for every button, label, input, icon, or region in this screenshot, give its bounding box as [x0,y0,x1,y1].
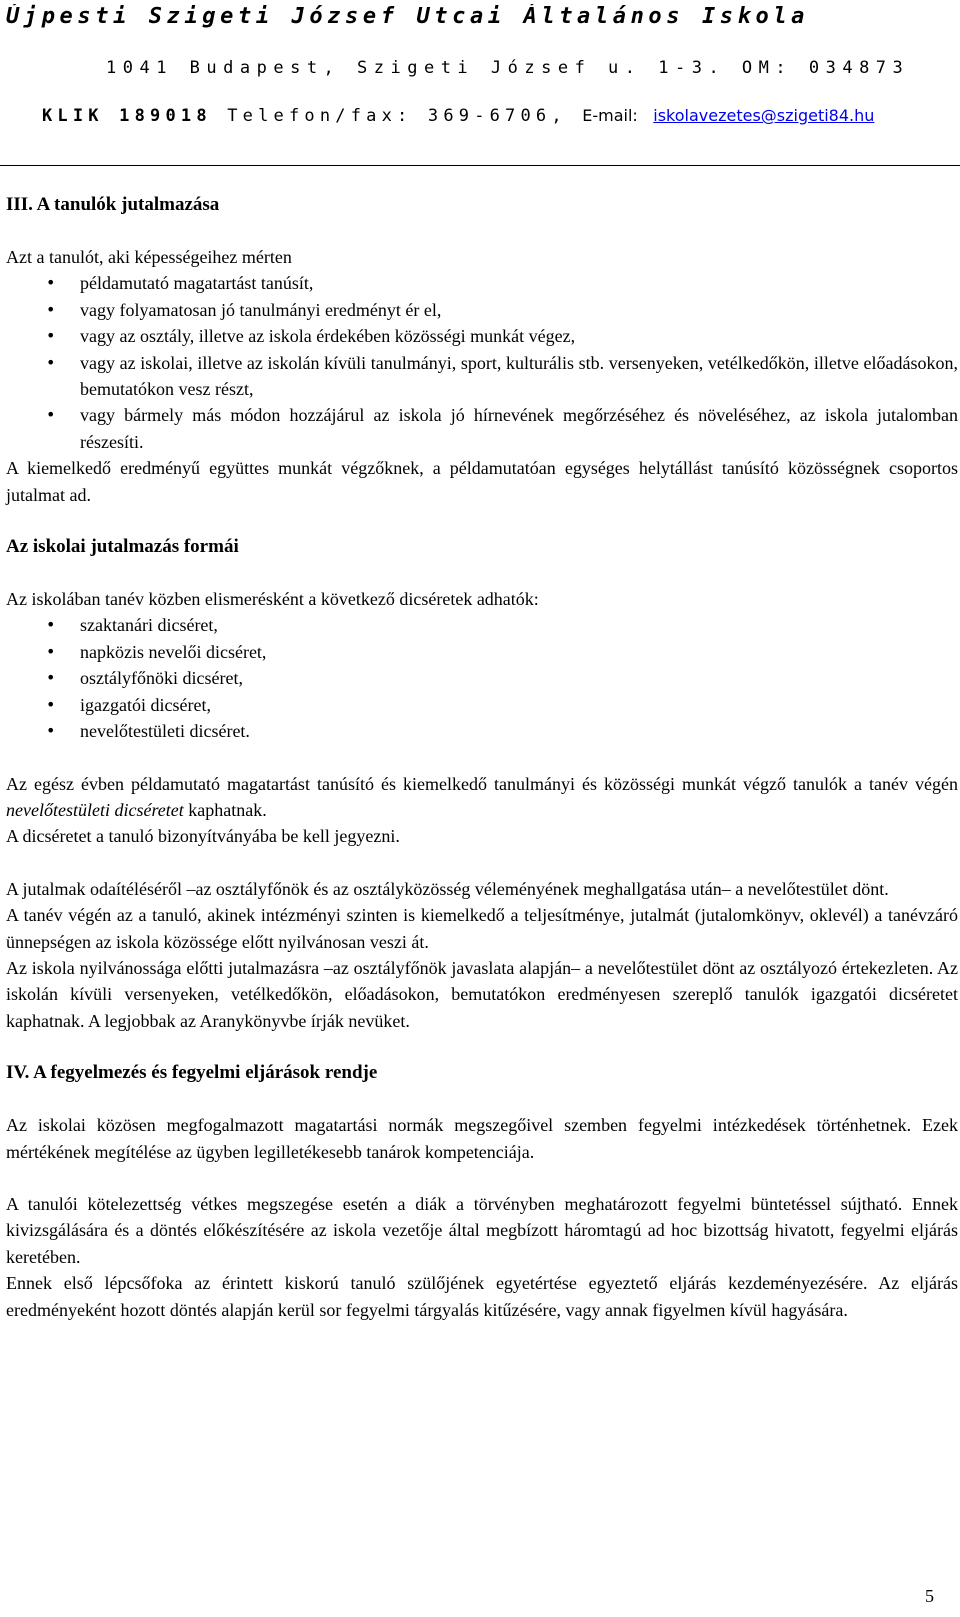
reward-forms-intro: Az iskolában tanév közben elismerésként a következő dicséretek adhatók: [6,589,539,610]
group-reward-paragraph: A kiemelkedő eredményű együttes munkát végzőknek, a példamutatóan egységes helytállást tanúsító közösségnek csoportos jutalmat ad. [6,458,958,505]
list-item: • napközis nevelői dicséret, [6,639,958,665]
report-card-paragraph: A dicséretet a tanuló bizonyítványába be kell jegyezni. [6,826,400,847]
staff-praise-text-end: kaphatnak. [183,799,267,820]
year-end-reward-paragraph: A tanév végén az a tanuló, akinek intézményi szinten is kiemelkedő a teljesítménye, jutalmát (jutalomkönyv, oklevél) a tanévzáró ünnepségen az iskola közössége előtt nyilvánosan veszi át. [6,905,958,952]
email-label: E-mail: [582,106,638,125]
rewards-intro: Azt a tanulót, aki képességeihez mérten [6,247,292,267]
staff-praise-paragraph [6,771,958,824]
list-item: • vagy az iskolai, illetve az iskolán kívüli tanulmányi, sport, kulturális stb. versenyeken, vetélkedőkön, illetve előadásokon, bemutatókon vesz részt, [6,350,958,403]
public-reward-paragraph: Az iskola nyilvánossága előtti jutalmazásra –az osztályfőnök javaslata alapján– a nevelőtestület dönt az osztályozó értekezleten. Az iskolán kívüli versenyeken, vetélkedőkön, előadásokon, bemutatókon eredményesen szereplő tanulók igazgatói dicséretet kaphatnak. A legjobbak az Aranykönyvbe írják nevüket. [6,957,958,1031]
page-number: 5 [925,1586,934,1606]
school-address: 1041 Budapest, Szigeti József u. 1-3. OM: 034873 [106,58,910,78]
email-link[interactable]: iskolavezetes@szigeti84.hu [653,106,875,125]
section-title-reward-forms: Az iskolai jutalmazás formái [6,536,239,558]
discipline-paragraph-3: Ennek első lépcsőfoka az érintett kiskorú tanuló szülőjének egyetértése egyeztető eljárás kezdeményezésére. Az eljárás eredményeként hozott döntés alapján kerül sor fegyelmi tárgyalás kitűzésére, vagy annak figyelmen kívül hagyására. [6,1273,958,1320]
section-title-discipline: IV. A fegyelmezés és fegyelmi eljárások rendje [6,1062,378,1084]
list-item: • vagy folyamatosan jó tanulmányi eredményt ér el, [6,297,958,323]
list-item: • nevelőtestületi dicséret. [6,718,958,744]
list-item: • igazgatói dicséret, [6,692,958,718]
rewards-criteria-list [6,270,958,455]
school-contact-line [42,106,942,126]
section-title-rewards: III. A tanulók jutalmazása [6,194,220,215]
list-item: • osztályfőnöki dicséret, [6,665,958,691]
reward-decision-paragraph: A jutalmak odaítéléséről –az osztályfőnök és az osztályközösség véleményének meghallgatása után– a nevelőtestület dönt. [6,878,889,899]
list-item: • példamutató magatartást tanúsít, [6,270,958,296]
school-name: Újpesti Szigeti József Utcai Általános Iskola [6,4,810,29]
phone-fax: Telefon/fax: 369-6706, [227,106,567,126]
discipline-paragraph-2: A tanulói kötelezettség vétkes megszegése esetén a diák a törvényben meghatározott fegyelmi büntetéssel sújtható. Ennek kivizsgálására és a döntés előkészítésére az iskola vezetője által megbízott háromtagú ad hoc bizottság hivatott, fegyelmi eljárás keretében. [6,1193,958,1267]
list-item: • szaktanári dicséret, [6,612,958,638]
list-item: • vagy bármely más módon hozzájárul az iskola jó hírnevének megőrzéséhez és növeléséhez, az iskola jutalomban részesíti. [6,402,958,455]
staff-praise-text-start: Az egész évben példamutató magatartást tanúsító és kiemelkedő tanulmányi és közösségi munkát végző tanulók a tanév végén [6,773,958,794]
praise-types-list [6,612,958,744]
discipline-paragraph-1: Az iskolai közösen megfogalmazott magatartási normák megszegőivel szemben fegyelmi intézkedések történhetnek. Ezek mértékének megítélése az ügyben legilletékesebb tanárok kompetenciája. [6,1115,958,1162]
staff-praise-italic: nevelőtestületi dicséretet [6,799,184,820]
list-item: • vagy az osztály, illetve az iskola érdekében közösségi munkát végez, [6,323,958,349]
header-divider [0,165,960,166]
document-body [6,192,958,1323]
klik-id: KLIK 189018 [42,106,212,126]
